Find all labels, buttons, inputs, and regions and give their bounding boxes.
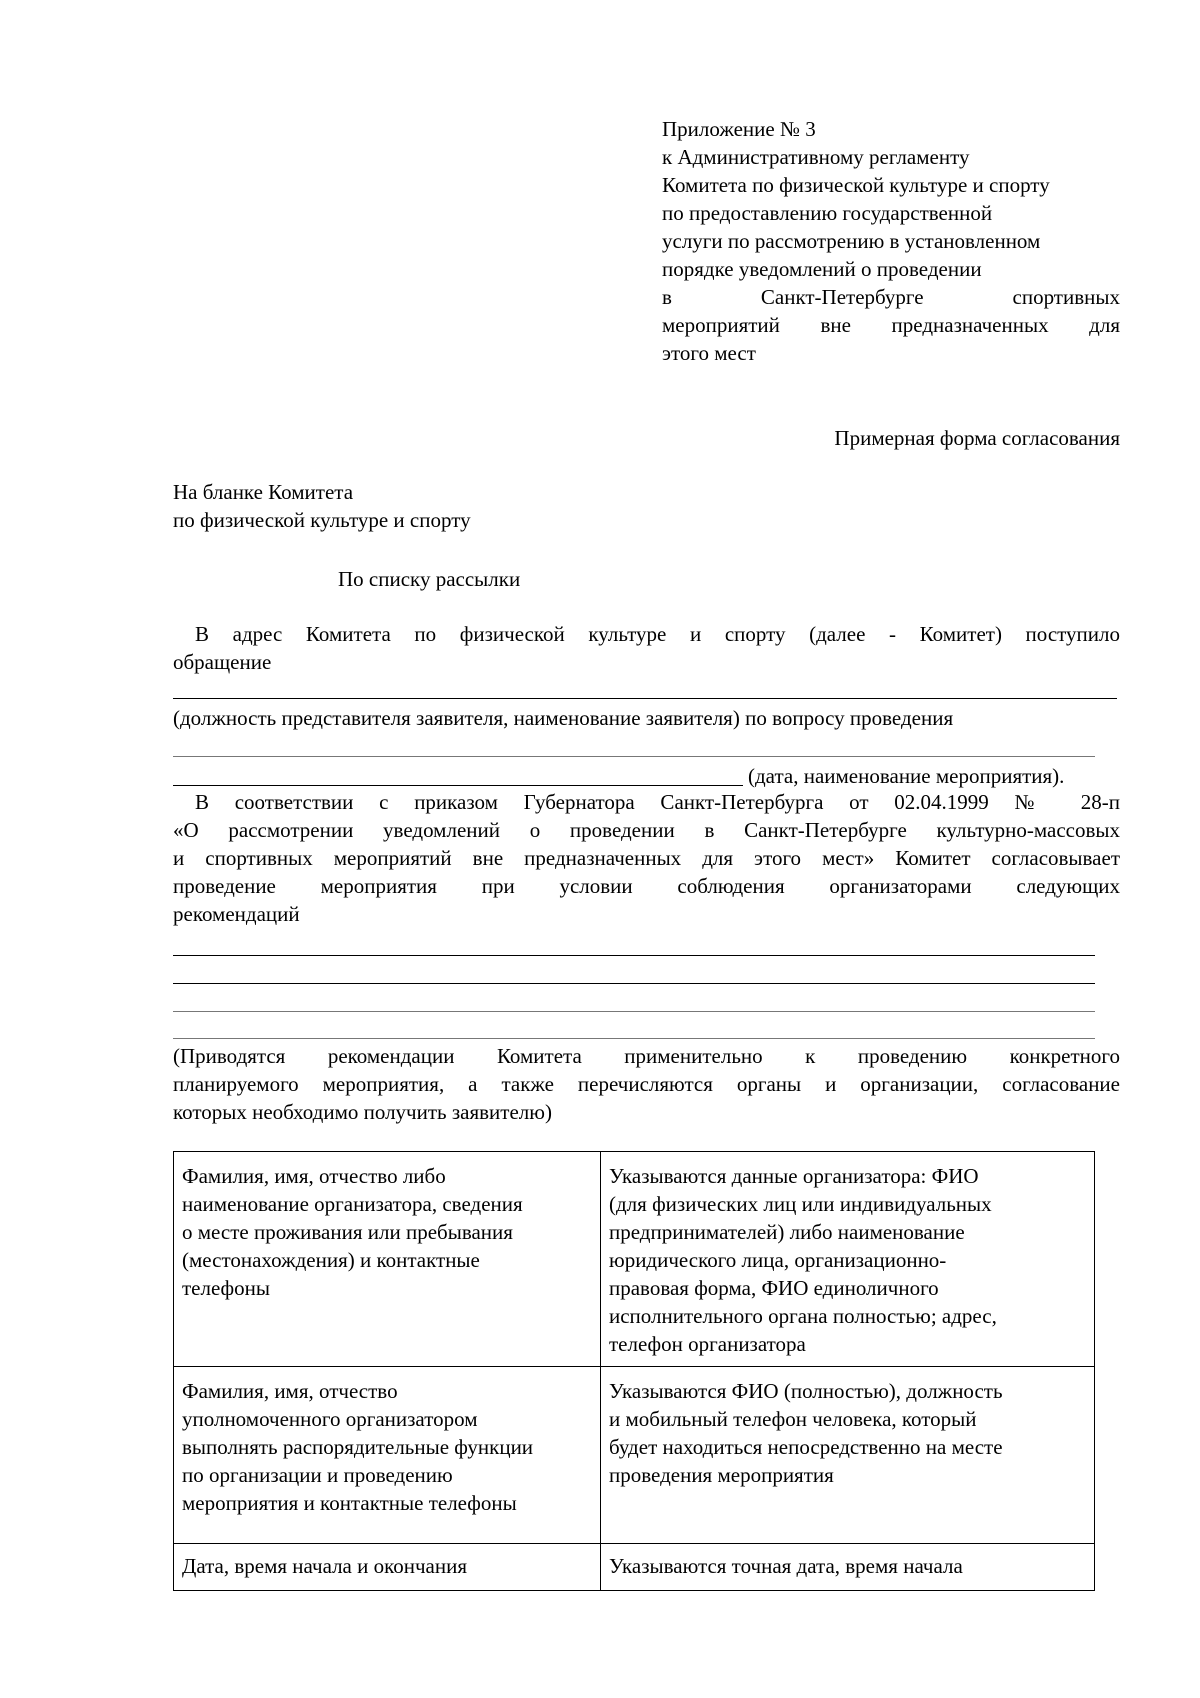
cell-line: Дата, время начала и окончания — [182, 1554, 468, 1578]
cell-line: будет находиться непосредственно на месте — [609, 1435, 1003, 1459]
organizer-info-table — [173, 1151, 1095, 1591]
fill-in-line — [173, 955, 1095, 956]
applicant-caption: (должность представителя заявителя, наименование заявителя) по вопросу проведения — [173, 706, 954, 730]
table-row — [174, 1544, 1095, 1591]
approval-paragraph — [173, 788, 1120, 928]
paragraph-line: В адрес Комитета по физической культуре и спорту (далее - Комитет) поступило — [195, 622, 1120, 646]
appendix-line: порядке уведомлений о проведении — [662, 257, 982, 281]
cell-line: проведения мероприятия — [609, 1463, 834, 1487]
appendix-line: этого мест — [662, 341, 756, 365]
appendix-line: Комитета по физической культуре и спорту — [662, 173, 1050, 197]
cell-line: Указываются точная дата, время начала — [609, 1554, 963, 1578]
table-row — [174, 1152, 1095, 1367]
cell-line: Фамилия, имя, отчество либо — [182, 1164, 446, 1188]
paragraph-line: планируемого мероприятия, а также перечисляются органы и организации, согласование — [173, 1072, 1120, 1096]
fill-in-line — [173, 1011, 1095, 1012]
recommendations-note — [173, 1042, 1120, 1126]
cell-line: (местонахождения) и контактные — [182, 1248, 480, 1272]
cell-line: мероприятия и контактные телефоны — [182, 1491, 517, 1515]
appendix-line: к Административному регламенту — [662, 145, 970, 169]
table-cell-description — [601, 1544, 1095, 1591]
request-paragraph — [173, 620, 1120, 676]
cell-line: телефоны — [182, 1276, 271, 1300]
appendix-line: услуги по рассмотрению в установленном — [662, 229, 1041, 253]
table-cell-description — [601, 1152, 1095, 1367]
cell-line: по организации и проведению — [182, 1463, 453, 1487]
event-caption: (дата, наименование мероприятия). — [748, 764, 1065, 788]
cell-line: Фамилия, имя, отчество — [182, 1379, 398, 1403]
letterhead-line: На бланке Комитета — [173, 480, 354, 504]
paragraph-line: обращение — [173, 650, 272, 674]
cell-line: уполномоченного организатором — [182, 1407, 478, 1431]
paragraph-line: и спортивных мероприятий вне предназначенных для этого мест» Комитет согласовывает — [173, 846, 1120, 870]
paragraph-line: которых необходимо получить заявителю) — [173, 1100, 552, 1124]
appendix-line: мероприятий вне предназначенных для — [662, 313, 1120, 337]
cell-line: выполнять распорядительные функции — [182, 1435, 534, 1459]
table-cell-label — [174, 1152, 601, 1367]
fill-in-line — [173, 756, 1095, 757]
paragraph-line: проведение мероприятия при условии соблюдения организаторами следующих — [173, 874, 1120, 898]
appendix-line: по предоставлению государственной — [662, 201, 993, 225]
letterhead-note — [173, 478, 773, 534]
cell-line: о месте проживания или пребывания — [182, 1220, 513, 1244]
appendix-line: в Санкт-Петербурге спортивных — [662, 285, 1120, 309]
appendix-line: Приложение № 3 — [662, 117, 816, 141]
mailing-list-note: По списку рассылки — [338, 567, 521, 591]
cell-line: (для физических лиц или индивидуальных — [609, 1192, 992, 1216]
cell-line: телефон организатора — [609, 1332, 806, 1356]
cell-line: наименование организатора, сведения — [182, 1192, 523, 1216]
cell-line: Указываются данные организатора: ФИО — [609, 1164, 979, 1188]
fill-in-line — [173, 983, 1095, 984]
fill-in-line — [173, 698, 1117, 699]
fill-in-line — [173, 785, 743, 786]
cell-line: правовая форма, ФИО единоличного — [609, 1276, 939, 1300]
cell-line: и мобильный телефон человека, который — [609, 1407, 977, 1431]
fill-in-line — [173, 1038, 1095, 1039]
cell-line: предпринимателей) либо наименование — [609, 1220, 965, 1244]
table-cell-label — [174, 1544, 601, 1591]
paragraph-line: «О рассмотрении уведомлений о проведении в Санкт-Петербурге культурно-массовых — [173, 818, 1120, 842]
cell-line: Указываются ФИО (полностью), должность — [609, 1379, 1003, 1403]
table-cell-description — [601, 1367, 1095, 1544]
table-cell-label — [174, 1367, 601, 1544]
appendix-header — [662, 115, 1120, 367]
cell-line: исполнительного органа полностью; адрес, — [609, 1304, 997, 1328]
cell-line: юридического лица, организационно- — [609, 1248, 947, 1272]
paragraph-line: В соответствии с приказом Губернатора Санкт-Петербурга от 02.04.1999 № 28-п — [195, 790, 1120, 814]
letterhead-line: по физической культуре и спорту — [173, 508, 471, 532]
table-row — [174, 1367, 1095, 1544]
paragraph-line: рекомендаций — [173, 902, 300, 926]
paragraph-line: (Приводятся рекомендации Комитета применительно к проведению конкретного — [173, 1044, 1120, 1068]
form-title: Примерная форма согласования — [834, 426, 1120, 450]
